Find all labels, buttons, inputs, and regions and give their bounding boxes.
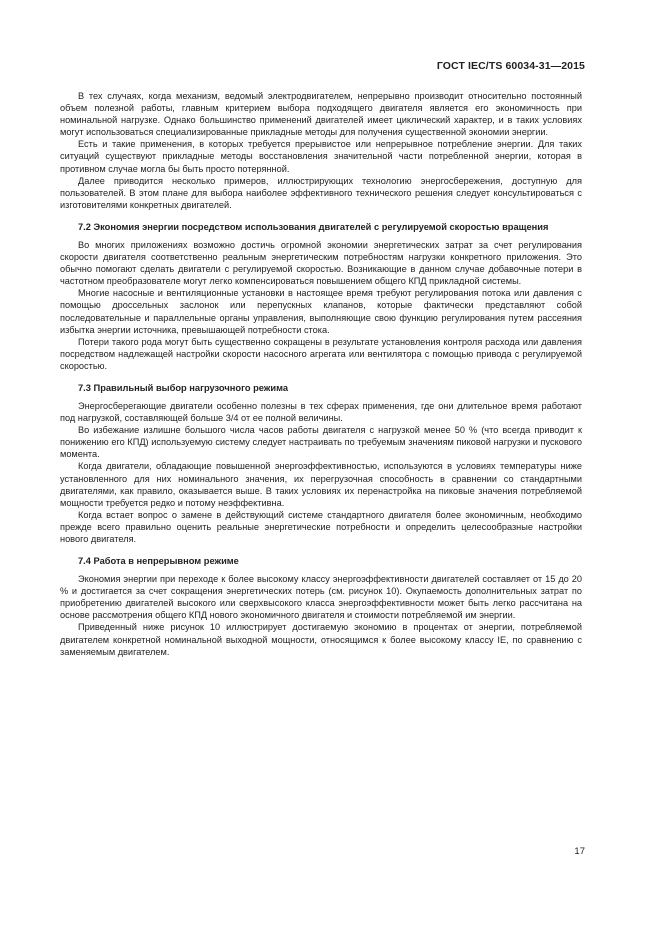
paragraph: Когда двигатели, обладающие повышенной энергоэффективностью, используются в условиях температуры ниже установленного для них номинального значения, их перегрузочная способность в сравнении со стандартными двигателями, как правило, оказывается выше. В таких условиях их перенастройка на пиковые значения потребляемой мощности требуется редко и потому неэффективна.: [60, 461, 582, 508]
paragraph: Экономия энергии при переходе к более высокому классу энергоэффективности двигателей составляет от 15 до 20 % и достигается за счет сокращения энергетических потерь (см. рисунок 10). Окупаемость дополнительных затрат по приобретению двигателей высокого или сверхвысокого класса энергоэффективности может быть легко рассчитана на основе рассмотрения общего КПД нового экономичного двигателя и стоимости потребляемой им энергии.: [60, 574, 582, 621]
paragraph: Когда встает вопрос о замене в действующий системе стандартного двигателя более экономичным, необходимо прежде всего правильно оценить реальные энергетические потребности и определить целесообразные настройки нового двигателя.: [60, 509, 582, 544]
paragraph: Есть и такие применения, в которых требуется прерывистое или непрерывное потребление энергии. Для таких ситуаций существуют прикладные методы восстановления значительной части потребленной энергии, которая в противном случае могла бы быть просто потерянной.: [60, 139, 582, 174]
paragraph: Многие насосные и вентиляционные установки в настоящее время требуют регулирования потока или давления с помощью дроссельных заслонок или перепускных клапанов, которые фактически представляют собой последовательные и параллельные органы управления, выполняющие свою функцию регулирования путем рассеяния избытка энергии источника, превышающей потребности стока.: [60, 288, 582, 335]
paragraph: Энергосберегающие двигатели особенно полезны в тех сферах применения, где они длительное время работают под нагрузкой, составляющей больше 3/4 от ее полной величины.: [60, 400, 582, 424]
paragraph: Во избежание излишне большого числа часов работы двигателя с нагрузкой менее 50 % (что всегда приводит к понижению его КПД) используемую систему следует настраивать по требуемым значениям пиковой нагрузки и пускового момента.: [60, 425, 582, 460]
paragraph: Потери такого рода могут быть существенно сокращены в результате установления контроля расхода или давления посредством надлежащей настройки скорости насосного агрегата или вентилятора с помощью привода с регулируемой скоростью.: [60, 336, 582, 371]
section-heading-7-4: 7.4 Работа в непрерывном режиме: [78, 556, 239, 567]
section-heading-7-2: 7.2 Экономия энергии посредством использования двигателей с регулируемой скоростью вращения: [78, 221, 549, 232]
page-number: 17: [574, 846, 585, 857]
document-body: [60, 90, 582, 658]
paragraph: Приведенный ниже рисунок 10 иллюстрирует достигаемую экономию в процентах от энергии, потребляемой двигателем конкретной номинальной выходной мощности, относящимся к более высокому классу IE, по сравнению с заменяемым двигателем.: [60, 622, 582, 657]
document-header: ГОСТ IEC/TS 60034-31—2015: [436, 60, 585, 72]
paragraph: Во многих приложениях возможно достичь огромной экономии энергетических затрат за счет регулирования скорости двигателя соответственно реальным энергетическим потребностям нагрузки конкретного приложения. Это обычно помогают сделать двигатели с регулируемой скоростью. Возникающие в данном случае добавочные потери в частотном преобразователе могут легко компенсироваться повышением общего КПД прикладной системы.: [60, 239, 582, 287]
paragraph: Далее приводится несколько примеров, иллюстрирующих технологию энергосбережения, доступную для пользователей. В этом плане для выбора наиболее эффективного технического решения следует консультироваться с изготовителями конкретных двигателей.: [60, 175, 582, 210]
paragraph: В тех случаях, когда механизм, ведомый электродвигателем, непрерывно производит относительно постоянный объем полезной работы, главным критерием выбора подходящего двигателя является его экономичность при номинальной нагрузке. Однако большинство применений двигателей имеет циклический характер, и в таких условиях могут использоваться специализированные прикладные методы для получения существенной экономии энергии.: [60, 91, 582, 138]
section-heading-7-3: 7.3 Правильный выбор нагрузочного режима: [78, 382, 289, 393]
